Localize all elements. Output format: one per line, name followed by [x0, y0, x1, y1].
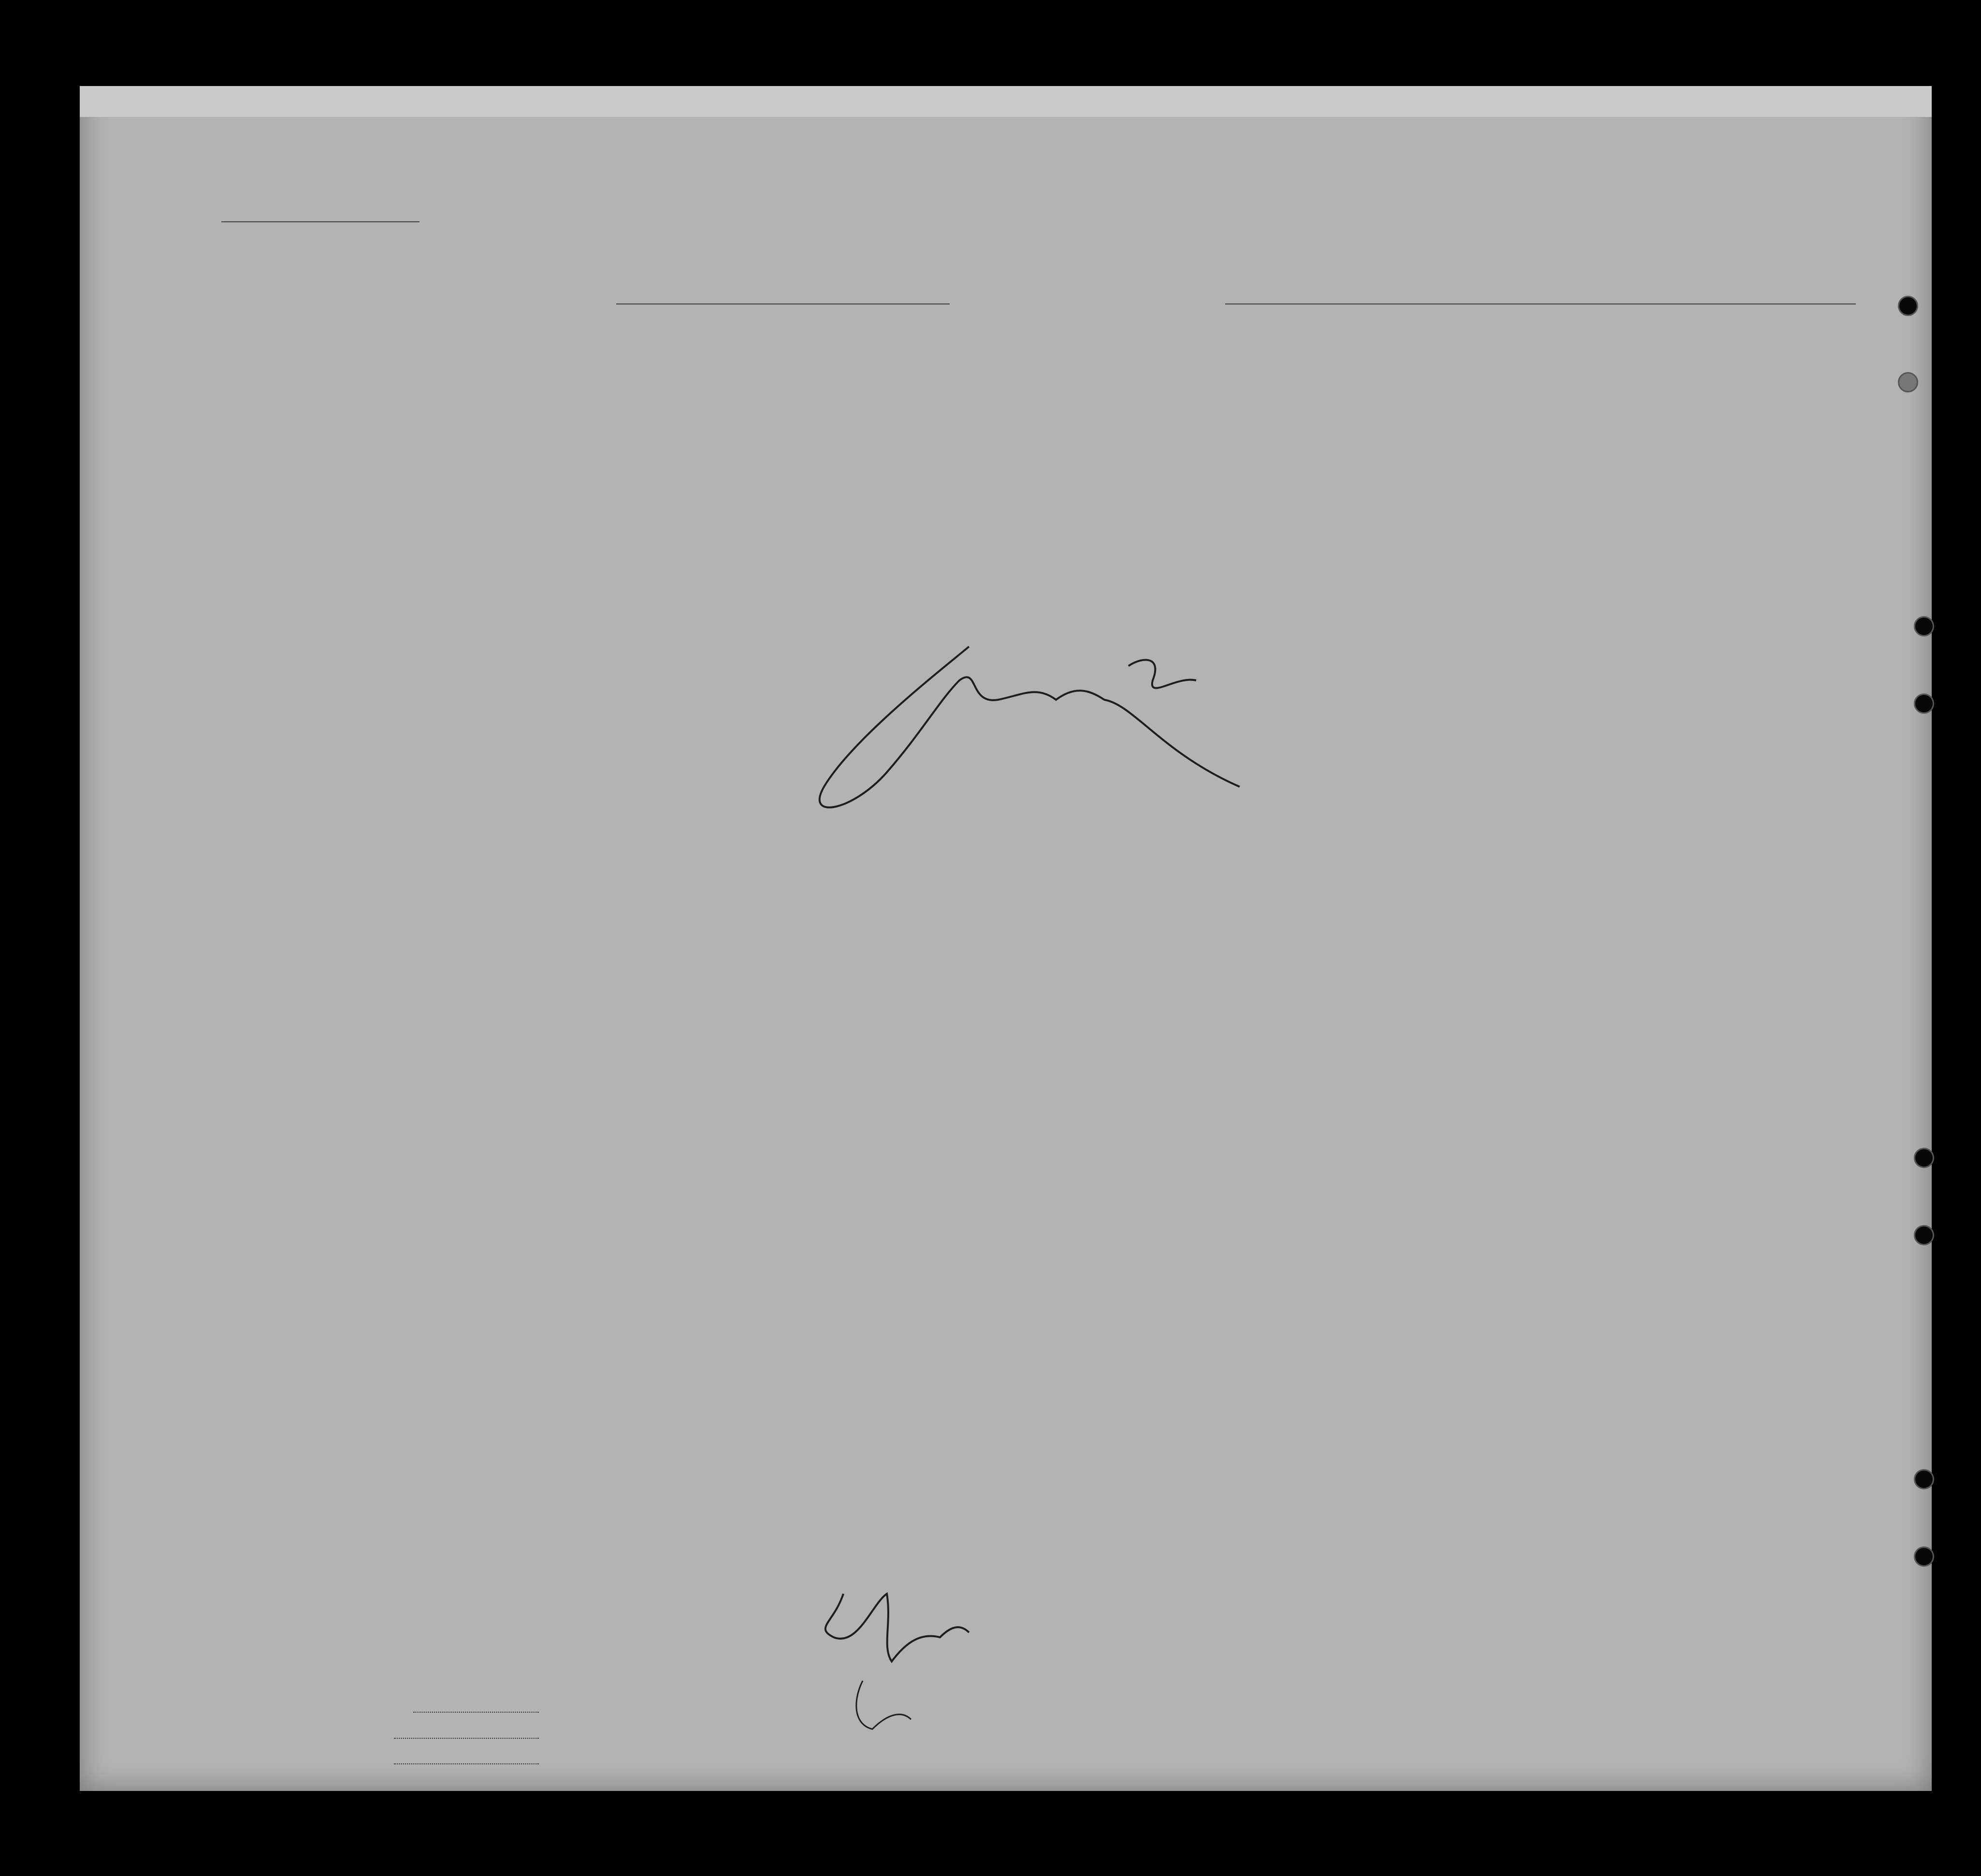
- binder-hole: [1914, 693, 1934, 714]
- purser-signature: [805, 1574, 998, 1748]
- binder-hole: [1898, 296, 1918, 316]
- binder-hole: [1914, 1469, 1934, 1489]
- table-grid: [80, 86, 1932, 1791]
- binder-hole: [1914, 1225, 1934, 1245]
- inspector-signature: [795, 627, 1302, 830]
- binder-hole: [1914, 1148, 1934, 1168]
- total-passengers-line: [413, 1712, 539, 1713]
- aliens-line: [394, 1763, 539, 1764]
- us-citizens-line: [394, 1738, 539, 1739]
- binder-hole: [1898, 372, 1918, 392]
- manifest-sheet: [80, 86, 1932, 1791]
- binder-hole: [1914, 1546, 1934, 1567]
- binder-hole: [1914, 616, 1934, 636]
